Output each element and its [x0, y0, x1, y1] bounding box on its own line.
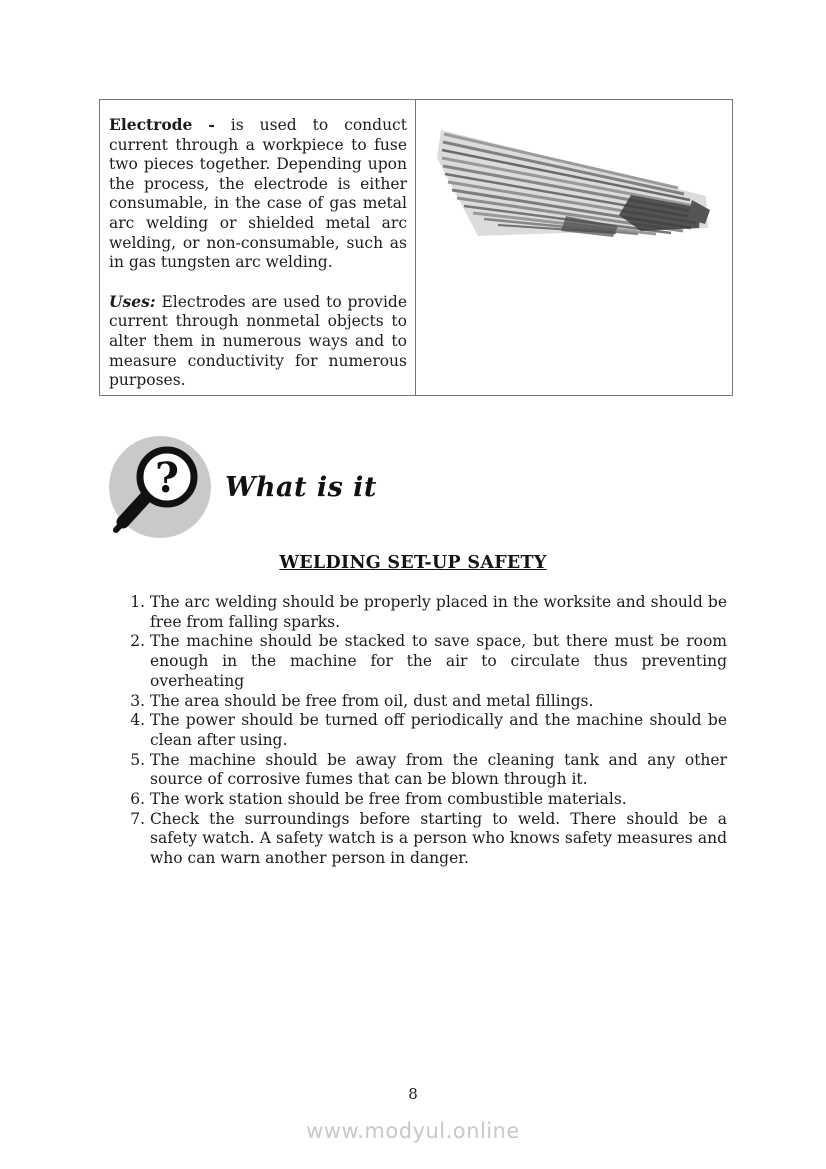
term-separator: - [208, 115, 215, 134]
safety-item: 3. The area should be free from oil, dust and metal fillings. [150, 692, 727, 712]
safety-heading: WELDING SET-UP SAFETY [279, 553, 547, 573]
safety-item: 1. The arc welding should be properly placed in the worksite and should be free from falling sparks. [150, 593, 727, 632]
what-is-it-section [107, 434, 377, 540]
uses-text: Electrodes are used to provide current through nonmetal objects to alter them in numerous ways and to measure conductivity for numerous purposes. [109, 292, 407, 390]
magnifier-question-icon [107, 434, 213, 540]
term-electrode: Electrode [109, 115, 193, 134]
safety-item: 2. The machine should be stacked to save space, but there must be room enough in the machine for the air to circulate thus preventing overheating [150, 632, 727, 691]
safety-item: 4. The power should be turned off periodically and the machine should be clean after using. [150, 711, 727, 750]
safety-item: 5. The machine should be away from the cleaning tank and any other source of corrosive fumes that can be blown through it. [150, 751, 727, 790]
section-title: What is it [225, 471, 377, 503]
uses-label: Uses: [109, 291, 156, 311]
watermark: www.modyul.online [306, 1119, 520, 1143]
definition-table [99, 99, 733, 396]
definition-cell [100, 100, 416, 395]
safety-item: 7. Check the surroundings before starting to weld. There should be a safety watch. A safety watch is a person who knows safety measures and who can warn another person in danger. [150, 810, 727, 869]
safety-list [99, 593, 727, 869]
uses-paragraph [109, 292, 407, 391]
image-cell [416, 100, 732, 395]
definition-text: is used to conduct current through a workpiece to fuse two pieces together. Depending upon the process, the electrode is either consumable, in the case of gas metal arc welding or shielded metal arc welding, or non-consumable, such as in gas tungsten arc welding. [109, 116, 407, 272]
electrode-definition-paragraph [109, 115, 407, 273]
welding-electrodes-image [416, 100, 731, 395]
page-number: 8 [408, 1085, 418, 1103]
question-mark-glyph: ? [154, 454, 180, 502]
safety-item: 6. The work station should be free from combustible materials. [150, 790, 727, 810]
